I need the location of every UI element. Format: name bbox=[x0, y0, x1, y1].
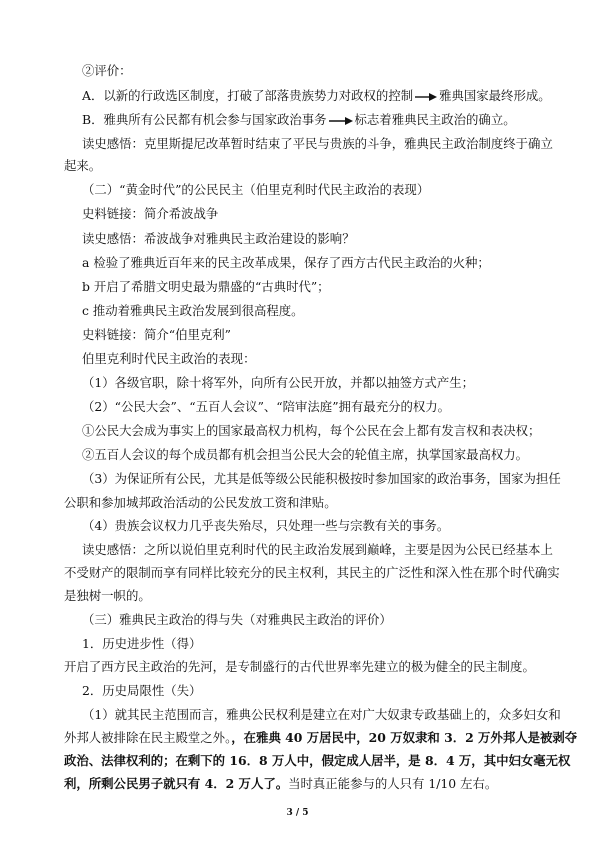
section-heading: （二）“黄金时代”的公民民主（伯里克利时代民主政治的表现） bbox=[82, 182, 430, 197]
list-item: （3）为保证所有公民，尤其是低等级公民能积极按时参加国家的政治事务，国家为担任 bbox=[82, 471, 561, 486]
text-line bbox=[82, 87, 551, 105]
text-span: 雅典国家最终形成。 bbox=[439, 88, 551, 103]
text-line: 史料链接：简介“伯里克利” bbox=[82, 327, 231, 342]
text-span: 当时真正能参与的人只有 1/10 左右。 bbox=[288, 776, 498, 791]
text-line: 开启了西方民主政治的先河，是专制盛行的古代世界率先建立的极为健全的民主制度。 bbox=[64, 659, 535, 674]
text-line: 伯里克利时代民主政治的表现： bbox=[82, 351, 256, 366]
page-number: 3 / 5 bbox=[286, 808, 309, 818]
text-line bbox=[64, 729, 577, 747]
list-item: ①公民大会成为事实上的国家最高权力机构，每个公民在会上都有发言权和表决权； bbox=[82, 423, 541, 438]
text-line: 起来。 bbox=[64, 158, 102, 173]
emphasis-line: 政治、法律权利的；在剩下的 16．8 万人中，假定成人居半，是 8．4 万，其中妇女毫无权 bbox=[64, 753, 571, 768]
list-item: （2）“公民大会”、“五百人会议”、“陪审法庭”拥有最充分的权力。 bbox=[82, 399, 451, 414]
list-item: c 推动着雅典民主政治发展到很高程度。 bbox=[82, 303, 304, 318]
subsection-heading: 1．历史进步性（得） bbox=[82, 636, 202, 651]
list-item: （4）贵族会议权力几乎丧失殆尽，只处理一些与宗教有关的事务。 bbox=[82, 518, 450, 533]
text-line: 读史感悟：希波战争对雅典民主政治建设的影响？ bbox=[82, 231, 355, 246]
text-line bbox=[64, 775, 497, 793]
arrow-icon bbox=[329, 117, 353, 125]
text-span: 标志着雅典民主政治的确立。 bbox=[354, 112, 516, 127]
emphasis-span: 利，所剩公民男子就只有 4．2 万人了。 bbox=[64, 776, 289, 791]
text-span: A．以新的行政选区制度，打破了部落贵族势力对政权的控制 bbox=[82, 88, 414, 103]
list-item: b 开启了希腊文明史最为鼎盛的“古典时代”； bbox=[82, 279, 330, 294]
text-span: 外邦人被排除在民主殿堂之外。 bbox=[64, 730, 232, 745]
list-item: ②五百人会议的每个成员都有机会担当公民大会的轮值主席，执掌国家最高权力。 bbox=[82, 447, 529, 462]
list-item: （1）各级官职，除十将军外，向所有公民开放，并都以抽签方式产生； bbox=[82, 375, 474, 390]
text-line: 是独树一帜的。 bbox=[64, 588, 151, 603]
text-line: 史料链接：简介希波战争 bbox=[82, 206, 219, 221]
text-line: （1）就其民主范围而言，雅典公民权利是建立在对广大奴隶专政基础上的，众多妇女和 bbox=[82, 707, 561, 722]
text-line: 读史感悟：之所以说伯里克利时代的民主政治发展到巅峰，主要是因为公民已经基本上 bbox=[82, 542, 553, 557]
list-item: a 检验了雅典近百年来的民主改革成果，保存了西方古代民主政治的火种； bbox=[82, 255, 490, 270]
arrow-icon bbox=[415, 93, 437, 101]
text-line bbox=[82, 111, 516, 129]
text-line: 公职和参加城邦政治活动的公民发放工资和津贴。 bbox=[64, 495, 337, 510]
subsection-heading: 2．历史局限性（失） bbox=[82, 683, 202, 698]
text-line: 不受财产的限制而享有同样比较充分的民主权利，其民主的广泛性和深入性在那个时代确实 bbox=[64, 565, 560, 580]
section-heading: （三）雅典民主政治的得与失（对雅典民主政治的评价） bbox=[82, 612, 392, 627]
text-line: ②评价： bbox=[82, 63, 132, 78]
text-line: 读史感悟：克里斯提尼改革暂时结束了平民与贵族的斗争，雅典民主政治制度终于确立 bbox=[82, 136, 553, 151]
emphasis-span: ，在雅典 40 万居民中，20 万奴隶和 3．2 万外邦人是被剥夺 bbox=[231, 730, 578, 745]
text-span: B．雅典所有公民都有机会参与国家政治事务 bbox=[82, 112, 327, 127]
